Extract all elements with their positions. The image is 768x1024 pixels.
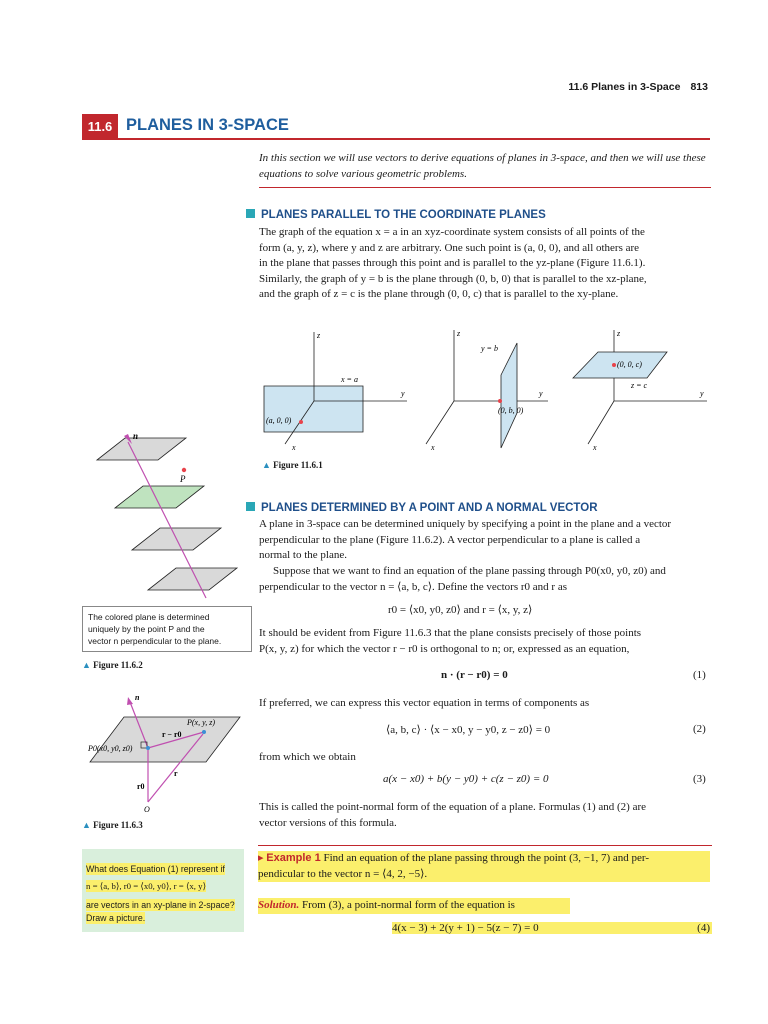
equation-4-row xyxy=(392,922,712,934)
subsection2-paragraph-4: If preferred, we can express this vector equation in terms of components as xyxy=(259,697,590,709)
point-a00 xyxy=(299,420,303,424)
point-label: (0, b, 0) xyxy=(498,406,524,415)
text-line: normal to the plane. xyxy=(259,549,347,561)
axis-label-z: z xyxy=(617,329,621,338)
subsection-heading-1 xyxy=(246,209,546,221)
equation-3-number: (3) xyxy=(693,773,706,785)
equation-3: a(x − x0) + b(y − y0) + c(z − z0) = 0 xyxy=(383,773,549,785)
subsection-heading-2 xyxy=(246,502,598,514)
normal-label: n xyxy=(133,431,139,441)
solution-line xyxy=(258,898,570,914)
point0-label: P0(x0, y0, z0) xyxy=(88,744,133,753)
axis-label-x: x xyxy=(292,443,296,452)
difference-label: r − r0 xyxy=(162,730,182,739)
margin-question-box xyxy=(82,849,244,932)
running-head-section: 11.6 Planes in 3-Space xyxy=(568,81,681,93)
section-number: 11.6 xyxy=(82,114,118,138)
running-head xyxy=(558,81,708,93)
text-line: The colored plane is determined xyxy=(88,612,210,622)
figure-11-6-3-caption xyxy=(82,820,143,830)
caption-triangle-icon: ▲ xyxy=(82,660,91,670)
text-line: It should be evident from Figure 11.6.3 that the plane consists precisely of those points xyxy=(259,627,642,639)
point-label: (a, 0, 0) xyxy=(266,416,292,425)
equation-1: n · (r − r0) = 0 xyxy=(441,669,508,681)
question-line: Draw a picture. xyxy=(86,913,146,923)
equation-4-number: (4) xyxy=(697,922,710,934)
axis-label-z: z xyxy=(457,329,461,338)
r0-label: r0 xyxy=(137,782,145,791)
axis-label-x: x xyxy=(431,443,435,452)
equation-1-number: (1) xyxy=(693,669,706,681)
plane-x-equals-a xyxy=(264,386,363,432)
plane-label: y = b xyxy=(481,344,498,353)
question-line: What does Equation (1) represent if xyxy=(86,864,225,874)
section-intro: In this section we will use vectors to derive equations of planes in 3-space, and then we will use these equations to solve various geometric problems. xyxy=(259,152,706,180)
point-p0 xyxy=(146,746,150,750)
origin-label: O xyxy=(144,805,150,814)
caption-triangle-icon: ▲ xyxy=(262,460,271,470)
question-line: are vectors in an xy-plane in 2-space? xyxy=(86,900,235,910)
section-rule xyxy=(82,138,710,140)
bullet-square-icon xyxy=(246,209,255,218)
example-arrow-icon: ▸ xyxy=(258,852,264,864)
plane-y-equals-b xyxy=(501,343,517,448)
solution-text: From (3), a point-normal form of the equation is xyxy=(302,899,515,911)
point-label: (0, 0, c) xyxy=(617,360,642,369)
plane xyxy=(90,717,240,762)
page-number: 813 xyxy=(690,81,708,93)
subsection1-paragraph xyxy=(259,225,711,303)
example-text: pendicular to the vector n = ⟨4, 2, −5⟩. xyxy=(258,867,428,880)
equation-2-number: (2) xyxy=(693,723,706,735)
axis-label-y: y xyxy=(401,389,405,398)
intro-rule xyxy=(259,187,711,188)
subsection2-paragraph-3 xyxy=(259,626,711,657)
plane-label: z = c xyxy=(631,381,648,390)
text-line: Suppose that we want to find an equation of the plane passing through P0(x0, y0, z0) and xyxy=(273,565,666,577)
point-p xyxy=(182,468,186,472)
example-text: Find an equation of the plane passing through the point (3, −1, 7) and per- xyxy=(323,852,649,864)
example-rule xyxy=(258,845,712,846)
point-label: P xyxy=(180,474,186,484)
subsection-heading-2-text: PLANES DETERMINED BY A POINT AND A NORMAL VECTOR xyxy=(261,502,598,514)
figure-11-6-3 xyxy=(82,692,252,817)
text-line: vector n perpendicular to the plane. xyxy=(88,636,222,646)
vector-definitions: r0 = ⟨x0, y0, z0⟩ and r = ⟨x, y, z⟩ xyxy=(388,604,533,616)
equation-2: ⟨a, b, c⟩ · ⟨x − x0, y − y0, z − z0⟩ = 0 xyxy=(386,724,551,736)
point-00c xyxy=(612,363,616,367)
caption-text: Figure 11.6.2 xyxy=(93,660,143,670)
point-label: P(x, y, z) xyxy=(187,718,215,727)
text-line: perpendicular to the plane (Figure 11.6.2). A vector perpendicular to a plane is called a xyxy=(259,533,641,546)
text-line: and the graph of z = c is the plane through (0, 0, c) that is parallel to the xy-plane. xyxy=(259,288,619,300)
subsection2-paragraph-1 xyxy=(259,517,711,564)
example-label: Example 1 xyxy=(266,852,321,864)
figure-11-6-2-description xyxy=(82,606,252,652)
equation-4: 4(x − 3) + 2(y + 1) − 5(z − 7) = 0 xyxy=(392,922,539,934)
subsection2-paragraph-5: from which we obtain xyxy=(259,751,356,763)
figure-11-6-1-caption xyxy=(262,460,323,470)
figure1-panel-y-equals-b xyxy=(426,329,548,452)
text-line: The graph of the equation x = a in an xyz-coordinate system consists of all points of the xyxy=(259,226,645,238)
figure-11-6-2 xyxy=(88,430,238,600)
plane-gray xyxy=(97,438,186,460)
solution-label: Solution. xyxy=(258,899,300,911)
text-line: A plane in 3-space can be determined uniquely by specifying a point in the plane and a vector xyxy=(259,518,672,530)
normal-arrowhead xyxy=(127,697,133,705)
text-line: in the plane that passes through this point and is parallel to the yz-plane (Figure 11.6.1). xyxy=(259,257,646,269)
subsection2-paragraph-2 xyxy=(259,564,711,595)
figure1-panel-z-equals-c xyxy=(573,329,707,452)
subsection-heading-1-text: PLANES PARALLEL TO THE COORDINATE PLANES xyxy=(261,209,546,221)
example-line xyxy=(258,851,710,867)
subsection2-paragraph-6 xyxy=(259,800,711,831)
axis-label-y: y xyxy=(700,389,704,398)
text-line: P(x, y, z) for which the vector r − r0 is orthogonal to n; or, expressed as an equation, xyxy=(259,642,630,655)
r-label: r xyxy=(174,769,178,778)
normal-label: n xyxy=(135,693,140,702)
text-line: Similarly, the graph of y = b is the plane through (0, b, 0) that is parallel to the xz-plane, xyxy=(259,272,647,285)
axis-label-y: y xyxy=(539,389,543,398)
text-line: form (a, y, z), where y and z are arbitrary. One such point is (a, 0, 0), and all others are xyxy=(259,241,640,254)
figure-11-6-1 xyxy=(255,322,715,462)
text-line: This is called the point-normal form of the equation of a plane. Formulas (1) and (2) are xyxy=(259,801,647,813)
axis-label-x: x xyxy=(593,443,597,452)
plane-label: x = a xyxy=(341,375,358,384)
point-0b0 xyxy=(498,399,502,403)
point-p xyxy=(202,730,206,734)
bullet-square-icon xyxy=(246,502,255,511)
section-title: PLANES IN 3-SPACE xyxy=(126,116,289,134)
axis-label-z: z xyxy=(317,331,321,340)
text-line: uniquely by the point P and the xyxy=(88,624,205,634)
figure-11-6-2-caption xyxy=(82,660,143,670)
caption-text: Figure 11.6.1 xyxy=(273,460,323,470)
figure1-panel-x-equals-a xyxy=(264,331,407,452)
caption-text: Figure 11.6.3 xyxy=(93,820,143,830)
caption-triangle-icon: ▲ xyxy=(82,820,91,830)
text-line: perpendicular to the vector n = ⟨a, b, c⟩. Define the vectors r0 and r as xyxy=(259,580,567,593)
question-line: n = ⟨a, b⟩, r0 = ⟨x0, y0⟩, r = ⟨x, y⟩ xyxy=(86,881,207,891)
example-1 xyxy=(258,851,710,882)
text-line: vector versions of this formula. xyxy=(259,816,397,829)
